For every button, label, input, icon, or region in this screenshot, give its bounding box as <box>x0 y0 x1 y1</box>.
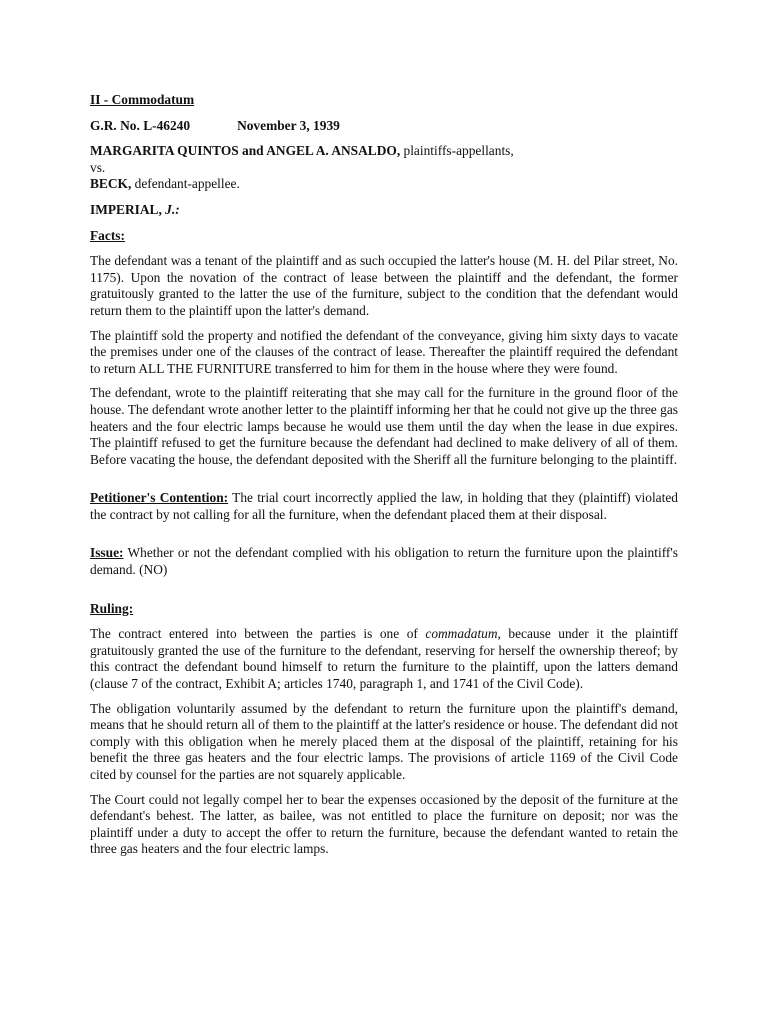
issue-label: Issue: <box>90 545 124 561</box>
versus-line: vs. <box>90 159 106 175</box>
facts-heading-text: Facts: <box>90 227 125 243</box>
contention-text: The trial court incorrectly applied the law, in holding that they (plaintiff) violated the contract by not calling for all the furniture, when the defendant placed them at their disposal. <box>90 490 678 522</box>
ruling-heading-text: Ruling: <box>90 600 134 616</box>
plaintiffs-role: plaintiffs-appellants, <box>400 143 514 159</box>
contention-label: Petitioner's Contention: <box>90 490 229 506</box>
issue-statement <box>90 545 678 578</box>
case-date: November 3, 1939 <box>237 117 340 133</box>
facts-heading <box>90 228 678 245</box>
section-title-text: II - Commodatum <box>90 92 195 107</box>
plaintiffs-names: MARGARITA QUINTOS and ANGEL A. ANSALDO, <box>90 143 401 159</box>
defendant-role: defendant-appellee. <box>131 176 240 192</box>
issue-text: Whether or not the defendant complied with his obligation to return the furniture upon the plaintiff's demand. (NO) <box>90 545 678 578</box>
case-gr-no: G.R. No. L-46240 <box>90 117 191 133</box>
ponente-name: IMPERIAL, <box>90 201 162 217</box>
document-page <box>90 92 678 866</box>
case-number-line <box>90 118 678 135</box>
petitioner-contention <box>90 490 678 523</box>
defendant-name: BECK, <box>90 176 132 192</box>
facts-paragraph-2: The plaintiff sold the property and notified the defendant of the conveyance, giving him sixty days to vacate the premises under one of the clauses of the contract of lease. Thereafter the plaintiff required the defendant to return ALL THE FURNITURE transferred to him for them in the house where they were found. <box>90 327 678 376</box>
ponente-suffix: J.: <box>165 201 180 217</box>
plaintiffs-line <box>90 143 678 160</box>
ruling-paragraph-1 <box>90 626 678 692</box>
ponente-line <box>90 202 678 219</box>
ruling-p1-after: , because under it the plaintiff gratuitously granted the use of the furniture to the defendant, reserving for herself the ownership thereof; by this contract the defendant bound himself to return the furniture to the plaintiff, upon the latters demand (clause 7 of the contract, Exhibit A; articles 1740, paragraph 1, and 1741 of the Civil Code). <box>90 626 678 692</box>
section-title <box>90 92 678 109</box>
ruling-paragraph-3: The Court could not legally compel her to bear the expenses occasioned by the deposit of the furniture at the defendant's behest. The latter, as bailee, was not entitled to place the furniture on deposit; nor was the plaintiff under a duty to accept the offer to return the furniture, because the defendant wanted to retain the three gas heaters and the four electric lamps. <box>90 791 678 857</box>
ruling-paragraph-2: The obligation voluntarily assumed by the defendant to return the furniture upon the plaintiff's demand, means that he should return all of them to the plaintiff at the latter's residence or house. The defendant did not comply with this obligation when he merely placed them at the disposal of the plaintiff, retaining for his benefit the three gas heaters and the four electric lamps. The provisions of article 1169 of the Civil Code cited by counsel for the parties are not squarely applicable. <box>90 700 678 782</box>
defendant-line <box>90 176 678 193</box>
ruling-heading <box>90 601 678 618</box>
facts-paragraph-3: The defendant, wrote to the plaintiff reiterating that she may call for the furniture in the ground floor of the house. The defendant wrote another letter to the plaintiff informing her that he could not give up the three gas heaters and the four electric lamps because he would use them until the day when the lease in due expires. The plaintiff refused to get the furniture because the defendant had declined to make delivery of all of them. Before vacating the house, the defendant deposited with the Sheriff all the furniture belonging to the plaintiff. <box>90 385 678 467</box>
case-parties <box>90 143 678 193</box>
ruling-p1-before: The contract entered into between the parties is one of <box>90 626 426 642</box>
facts-paragraph-1: The defendant was a tenant of the plaintiff and as such occupied the latter's house (M. H. del Pilar street, No. 1175). Upon the novation of the contract of lease between the plaintiff and the defendant, the former gratuitously granted to the latter the use of the furniture, subject to the condition that the defendant would return them to the plaintiff upon the latter's demand. <box>90 253 678 318</box>
ruling-p1-term: commadatum <box>425 626 498 642</box>
